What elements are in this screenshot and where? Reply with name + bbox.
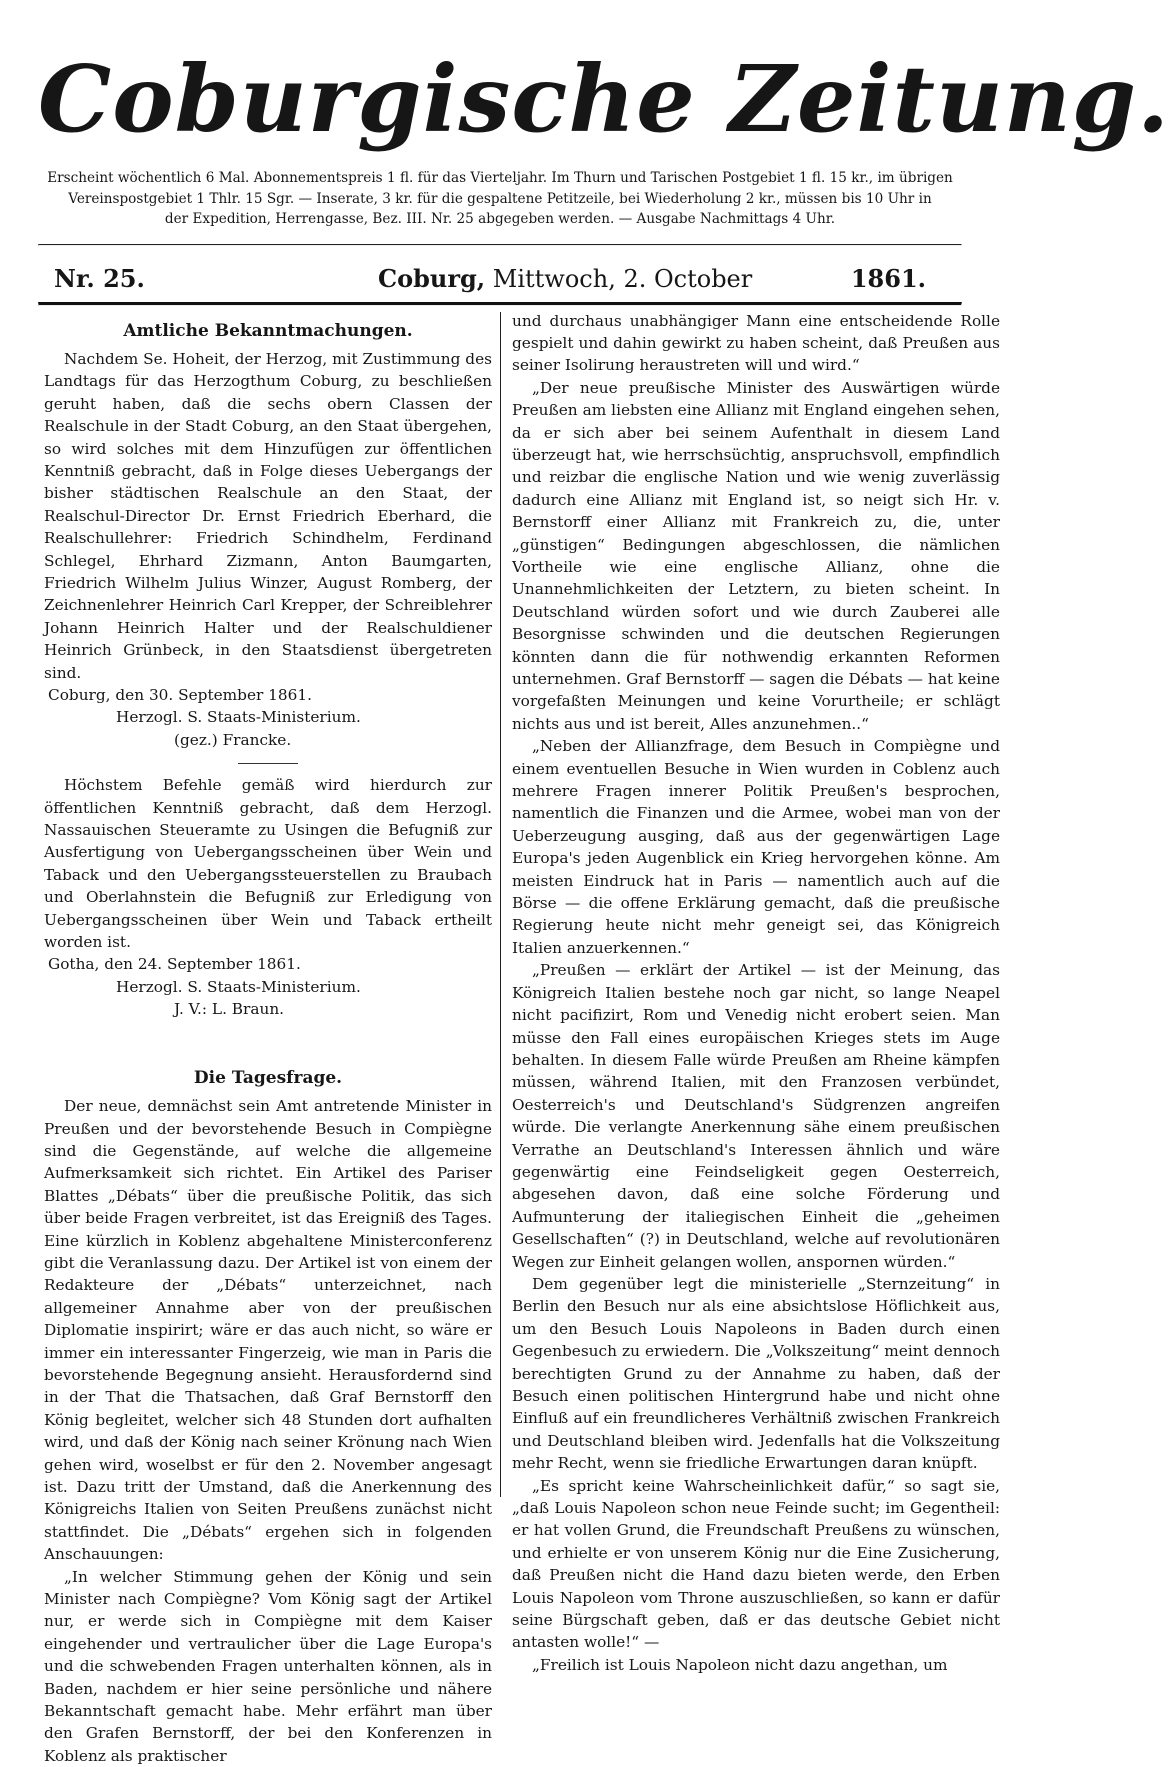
issue-date [378,264,752,293]
left-column [44,310,492,1767]
newspaper-page [0,40,1000,1560]
notice-place-date: Coburg, den 30. September 1861. [44,684,492,706]
issue-year: 1861. [851,264,926,293]
columns [38,310,962,1500]
issue-place: Coburg, [378,264,485,293]
article-paragraph: „Preußen — erklärt der Artikel — ist der Meinung, das Königreich Italien bestehe noch gar nicht, so lange Neapel nicht pacifizirt, Rom und Venedig nicht erobert seien. Man müsse den Fall eines europäischen Krieges stets im Auge behalten. In diesem Falle würde Preußen am Rheine kämpfen müssen, während Italien, mit den Franzosen verbündet, Oesterreich's und Deutschland's Südgrenzen angreifen würde. Die verlangte Anerkennung sähe einem preußischen Verrathe an Deutschland's Interessen ähnlich und wäre gegenwärtig eine Feindseligkeit gegen Oesterreich, abgesehen davon, daß eine solche Förderung und Aufmunterung der italiegischen Einheit die „geheimen Gesellschaften“ (?) in Deutschland, welche auf revolutionären Wegen zur Einheit gelangen wollen, anspornen würden.“ [512,959,1000,1273]
article-heading: Die Tagesfrage. [44,1067,492,1089]
article-paragraph: und durchaus unabhängiger Mann eine entscheidende Rolle gespielt und dahin gewirkt zu haben scheint, daß Preußen aus seiner Isolirung heraustreten will und wird.“ [512,310,1000,377]
subscription-info [38,168,962,230]
article-paragraph: Der neue, demnächst sein Amt antretende Minister in Preußen und der bevorstehende Besuch in Compiègne sind die Gegenstände, auf welche die allgemeine Aufmerksamkeit sich richtet. Ein Artikel des Pariser Blattes „Débats“ über die preußische Politik, das sich über beide Fragen verbreitet, ist das Ereigniß des Tages. Eine kürzlich in Koblenz abgehaltene Ministerconferenz gibt die Veranlassung dazu. Der Artikel ist von einem der Redakteure der „Débats“ unterzeichnet, nach allgemeiner Annahme aber von der preußischen Diplomatie inspirirt; wäre er das auch nicht, so wäre er immer ein interessanter Fingerzeig, wie man in Paris die bevorstehende Begegnung ansieht. Herausfordernd sind in der That die Thatsachen, daß Graf Bernstorff den König begleitet, welcher sich 48 Stunden dort aufhalten wird, und daß der König nach seiner Krönung nach Wien gehen wird, woselbst er für den 2. November angesagt ist. Dazu tritt der Umstand, daß die Anerkennung des Königreichs Italien von Seiten Preußens zunächst nicht stattfindet. Die „Débats“ ergehen sich in folgenden Anschauungen: [44,1095,492,1566]
masthead-title: Coburgische Zeitung. [38,40,962,158]
article-paragraph: „Freilich ist Louis Napoleon nicht dazu angethan, um [512,1654,1000,1676]
subscription-line: der Expedition, Herrengasse, Bez. III. Nr. 25 abgegeben werden. — Ausgabe Nachmittags 4 Uhr. [38,209,962,230]
section-heading: Amtliche Bekanntmachungen. [44,320,492,342]
notice-place-date: Gotha, den 24. September 1861. [44,953,492,975]
section-spacer [44,1021,492,1057]
subscription-line: Vereinspostgebiet 1 Thlr. 15 Sgr. — Inserate, 3 kr. für die gespaltene Petitzeile, bei Wiederholung 2 kr., müssen bis 10 Uhr in [38,189,962,210]
notice-signature: (gez.) Francke. [44,729,492,751]
article-paragraph: „Neben der Allianzfrage, dem Besuch in Compiègne und einem eventuellen Besuche in Wien wurden in Coblenz auch mehrere Fragen innerer Politik Preußen's besprochen, namentlich die Finanzen und die Armee, wobei man von der Ueberzeugung ausging, daß aus der gegenwärtigen Lage Europa's jeden Augenblick ein Krieg hervorgehen könne. Am meisten Eindruck hat in Paris — namentlich auch auf die Börse — die offene Erklärung gemacht, daß die preußische Regierung heute nicht mehr geneigt sei, das Königreich Italien anzuerkennen.“ [512,735,1000,959]
issue-number: Nr. 25. [54,264,145,293]
article-paragraph: „In welcher Stimmung gehen der König und sein Minister nach Compiègne? Vom König sagt der Artikel nur, er werde sich in Compiègne mit dem Kaiser eingehender und vertraulicher über die Lage Europa's und die schwebenden Fragen unterhalten können, als in Baden, nachdem er hier seine persönliche und nähere Bekanntschaft gemacht habe. Mehr erfährt man über den Grafen Bernstorff, der bei den Konferenzen in Koblenz als praktischer [44,1566,492,1767]
article-paragraph: „Der neue preußische Minister des Auswärtigen würde Preußen am liebsten eine Allianz mit England eingehen sehen, da er sich aber bei seinem Aufenthalt in diesem Land überzeugt hat, wie herrschsüchtig, anspruchsvoll, empfindlich und reizbar die englische Nation und wie wenig zuverlässig dadurch eine Allianz mit England ist, so neigt sich Hr. v. Bernstorff einer Allianz mit Frankreich zu, die, unter „günstigen“ Bedingungen abgeschlossen, die nämlichen Vortheile wie eine englische Allianz, ohne die Unannehmlichkeiten der Letztern, zu bieten scheint. In Deutschland würden sofort und wie durch Zauberei alle Besorgnisse schwinden und die deutschen Regierungen könnten dann die für nothwendig erkannten Reformen unternehmen. Graf Bernstorff — sagen die Débats — hat keine vorgefaßten Meinungen und keine Vorurtheile; er schlägt nichts aus und ist bereit, Alles anzunehmen..“ [512,377,1000,736]
notice-signature: J. V.: L. Braun. [44,998,492,1020]
notice-divider [238,763,298,764]
notice-paragraph: Höchstem Befehle gemäß wird hierdurch zur öffentlichen Kenntniß gebracht, daß dem Herzogl. Nassauischen Steueramte zu Usingen die Befugniß zur Ausfertigung von Uebergangsscheinen über Wein und Taback und den Uebergangssteuerstellen zu Braubach und Oberlahnstein die Befugniß zur Erledigung von Uebergangsscheinen über Wein und Taback ertheilt worden ist. [44,774,492,953]
header-rule [38,244,962,246]
notice-authority: Herzogl. S. Staats-Ministerium. [44,706,492,728]
subscription-line: Erscheint wöchentlich 6 Mal. Abonnementspreis 1 fl. für das Vierteljahr. Im Thurn und Tarischen Postgebiet 1 fl. 15 kr., im übrigen [38,168,962,189]
issue-weekday-date: Mittwoch, 2. October [493,265,752,293]
notice-authority: Herzogl. S. Staats-Ministerium. [44,976,492,998]
article-paragraph: Dem gegenüber legt die ministerielle „Sternzeitung“ in Berlin den Besuch nur als eine absichtslose Höflichkeit aus, um den Besuch Louis Napoleons in Baden durch einen Gegenbesuch zu erwiedern. Die „Volkszeitung“ meint dennoch berechtigten Grund zu der Annahme zu haben, daß der Besuch einen politischen Hintergrund habe und nicht ohne Einfluß auf ein freundlicheres Verhältniß zwischen Frankreich und Deutschland bleiben wird. Jedenfalls hat die Volkszeitung mehr Recht, wenn sie friedliche Erwartungen daran knüpft. [512,1273,1000,1475]
issue-line [38,258,962,302]
right-column [512,310,1000,1677]
column-divider [500,312,501,1497]
notice-paragraph: Nachdem Se. Hoheit, der Herzog, mit Zustimmung des Landtags für das Herzogthum Coburg, zu beschließen geruht haben, daß die sechs obern Classen der Realschule in der Stadt Coburg, an den Staat übergehen, so wird solches mit dem Hinzufügen zur öffentlichen Kenntniß gebracht, daß in Folge dieses Uebergangs der bisher städtischen Realschule an den Staat, der Realschul-Director Dr. Ernst Friedrich Eberhard, die Realschullehrer: Friedrich Schindhelm, Ferdinand Schlegel, Ehrhard Zizmann, Anton Baumgarten, Friedrich Wilhelm Julius Winzer, August Romberg, der Zeichnenlehrer Heinrich Carl Krepper, der Schreiblehrer Johann Heinrich Halter und der Realschuldiener Heinrich Grünbeck, in den Staatsdienst übergetreten sind. [44,348,492,684]
article-paragraph: „Es spricht keine Wahrscheinlichkeit dafür,“ so sagt sie, „daß Louis Napoleon schon neue Feinde sucht; im Gegentheil: er hat vollen Grund, die Freundschaft Preußens zu wünschen, und erhielte er von unserem König nur die Eine Zusicherung, daß Preußen nicht die Hand dazu bieten werde, den Erben Louis Napoleon vom Throne auszuschließen, so kann er dafür seine Bürgschaft geben, daß er das deutsche Gebiet nicht antasten wolle!“ — [512,1475,1000,1654]
